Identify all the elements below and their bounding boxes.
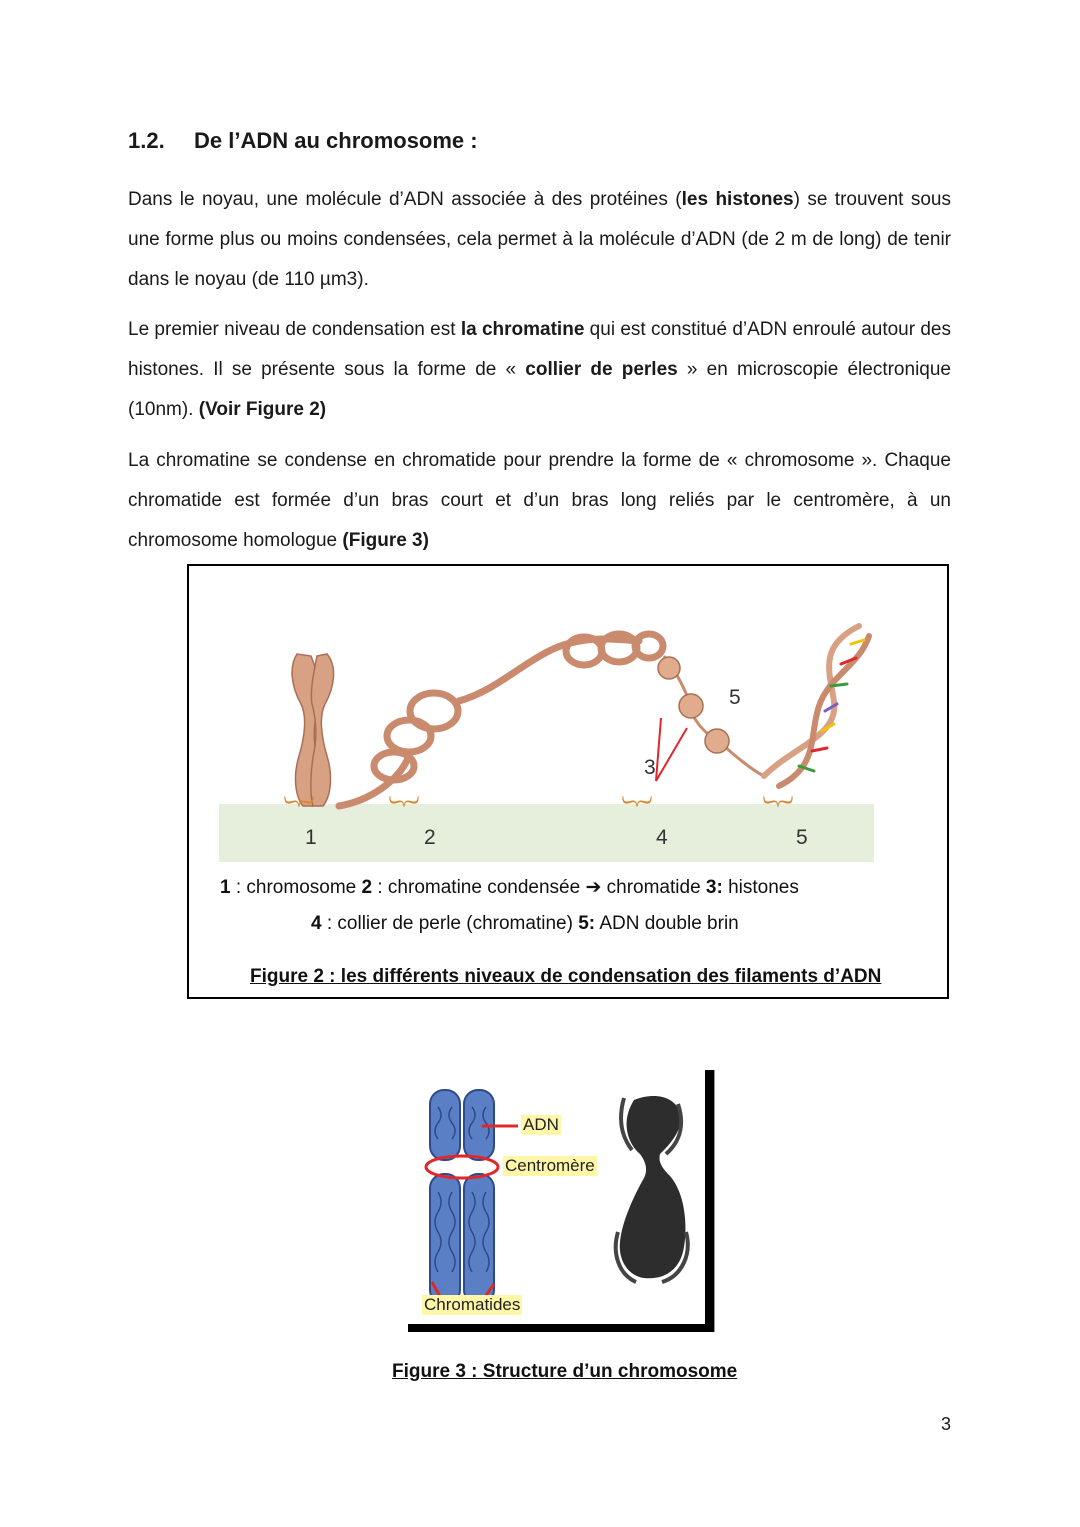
figure-2-label-5: 5	[796, 826, 808, 849]
legend-text-1: : chromosome	[230, 877, 362, 898]
p2-text-1: Le premier niveau de condensation est	[128, 319, 461, 340]
dna-helix	[764, 626, 869, 786]
figure-2-label-2: 2	[424, 826, 436, 849]
section-number: 1.2.	[128, 128, 165, 153]
figure-2-label-4: 4	[656, 826, 668, 849]
p2-bold-collier: collier de perles	[525, 359, 678, 380]
legend-text-2: : chromatine condensée ➔ chromatide	[372, 877, 706, 898]
p2-text-3: » en microscopie électronique (10nm).	[128, 359, 951, 420]
p3-bold-figure3: (Figure 3)	[342, 530, 429, 551]
chromatid-diagram	[430, 1090, 494, 1304]
figure-3-label-centromere: Centromère	[505, 1156, 595, 1175]
p3-text-1: La chromatine se condense en chromatide pour prendre la forme de « chromosome ». Chaque chromatide est formée d’un bras court et d’un bras long reliés par le centromère, à un chromosome homologue	[128, 450, 951, 551]
paragraph-2	[128, 310, 951, 430]
condensed-chromatin-coils	[339, 634, 663, 806]
legend-text-3: histones	[722, 877, 799, 898]
histone-arrows	[656, 718, 687, 781]
p2-text-2: qui est constitué d’ADN enroulé autour des histones. Il se présente sous la forme de «	[128, 319, 951, 380]
p1-bold-histones: les histones	[681, 189, 794, 210]
brace-5: ︸	[763, 797, 793, 830]
centromere-ring	[426, 1156, 498, 1178]
figure-3-illustration	[422, 1082, 712, 1322]
legend-num-1: 1	[220, 877, 231, 898]
figure-2-label-3: 3	[644, 756, 656, 779]
figure-2-label-5-top: 5	[729, 686, 741, 709]
p2-bold-voir-figure: (Voir Figure 2)	[198, 399, 327, 420]
figure-2-legend-line-1	[220, 876, 799, 899]
legend-num-2: 2	[361, 877, 373, 898]
paragraph-1	[128, 180, 951, 300]
figure-2-legend-line-2	[311, 913, 739, 935]
legend-num-5: 5:	[578, 913, 596, 934]
legend-text-4: : collier de perle (chromatine)	[321, 913, 579, 934]
figure-3-label-chromatides: Chromatides	[424, 1295, 521, 1314]
figure-3	[408, 1070, 716, 1332]
brace-1: ︸	[284, 797, 314, 830]
section-heading	[128, 128, 478, 154]
figure-3-label-adn: ADN	[523, 1115, 559, 1134]
micrograph-chromosome	[616, 1096, 688, 1282]
brace-4: ︸	[622, 797, 652, 830]
brace-2: ︸	[389, 797, 419, 830]
chromosome-shape	[292, 654, 334, 806]
legend-num-4: 4	[311, 913, 322, 934]
p1-text-2: ) se trouvent sous une forme plus ou moins condensées, cela permet à la molécule d’ADN (de 2 m de long) de tenir dans le noyau (de 110 µm3).	[128, 189, 951, 290]
figure-2-label-1: 1	[305, 826, 317, 849]
legend-text-5: ADN double brin	[595, 913, 739, 934]
p1-text-1: Dans le noyau, une molécule d’ADN associée à des protéines (	[128, 189, 682, 210]
figure-2-caption: Figure 2 : les différents niveaux de condensation des filaments d’ADN	[250, 966, 882, 987]
figure-3-frame-right	[705, 1070, 715, 1332]
beads-on-string	[658, 656, 764, 776]
p2-bold-chromatine: la chromatine	[460, 319, 585, 340]
section-title: De l’ADN au chromosome :	[194, 128, 478, 153]
paragraph-3	[128, 441, 951, 561]
page-number: 3	[941, 1414, 952, 1434]
figure-2-box	[187, 564, 949, 999]
legend-num-3: 3:	[705, 877, 723, 898]
figure-3-caption: Figure 3 : Structure d’un chromosome	[392, 1361, 738, 1382]
figure-3-frame-bottom	[408, 1324, 714, 1332]
